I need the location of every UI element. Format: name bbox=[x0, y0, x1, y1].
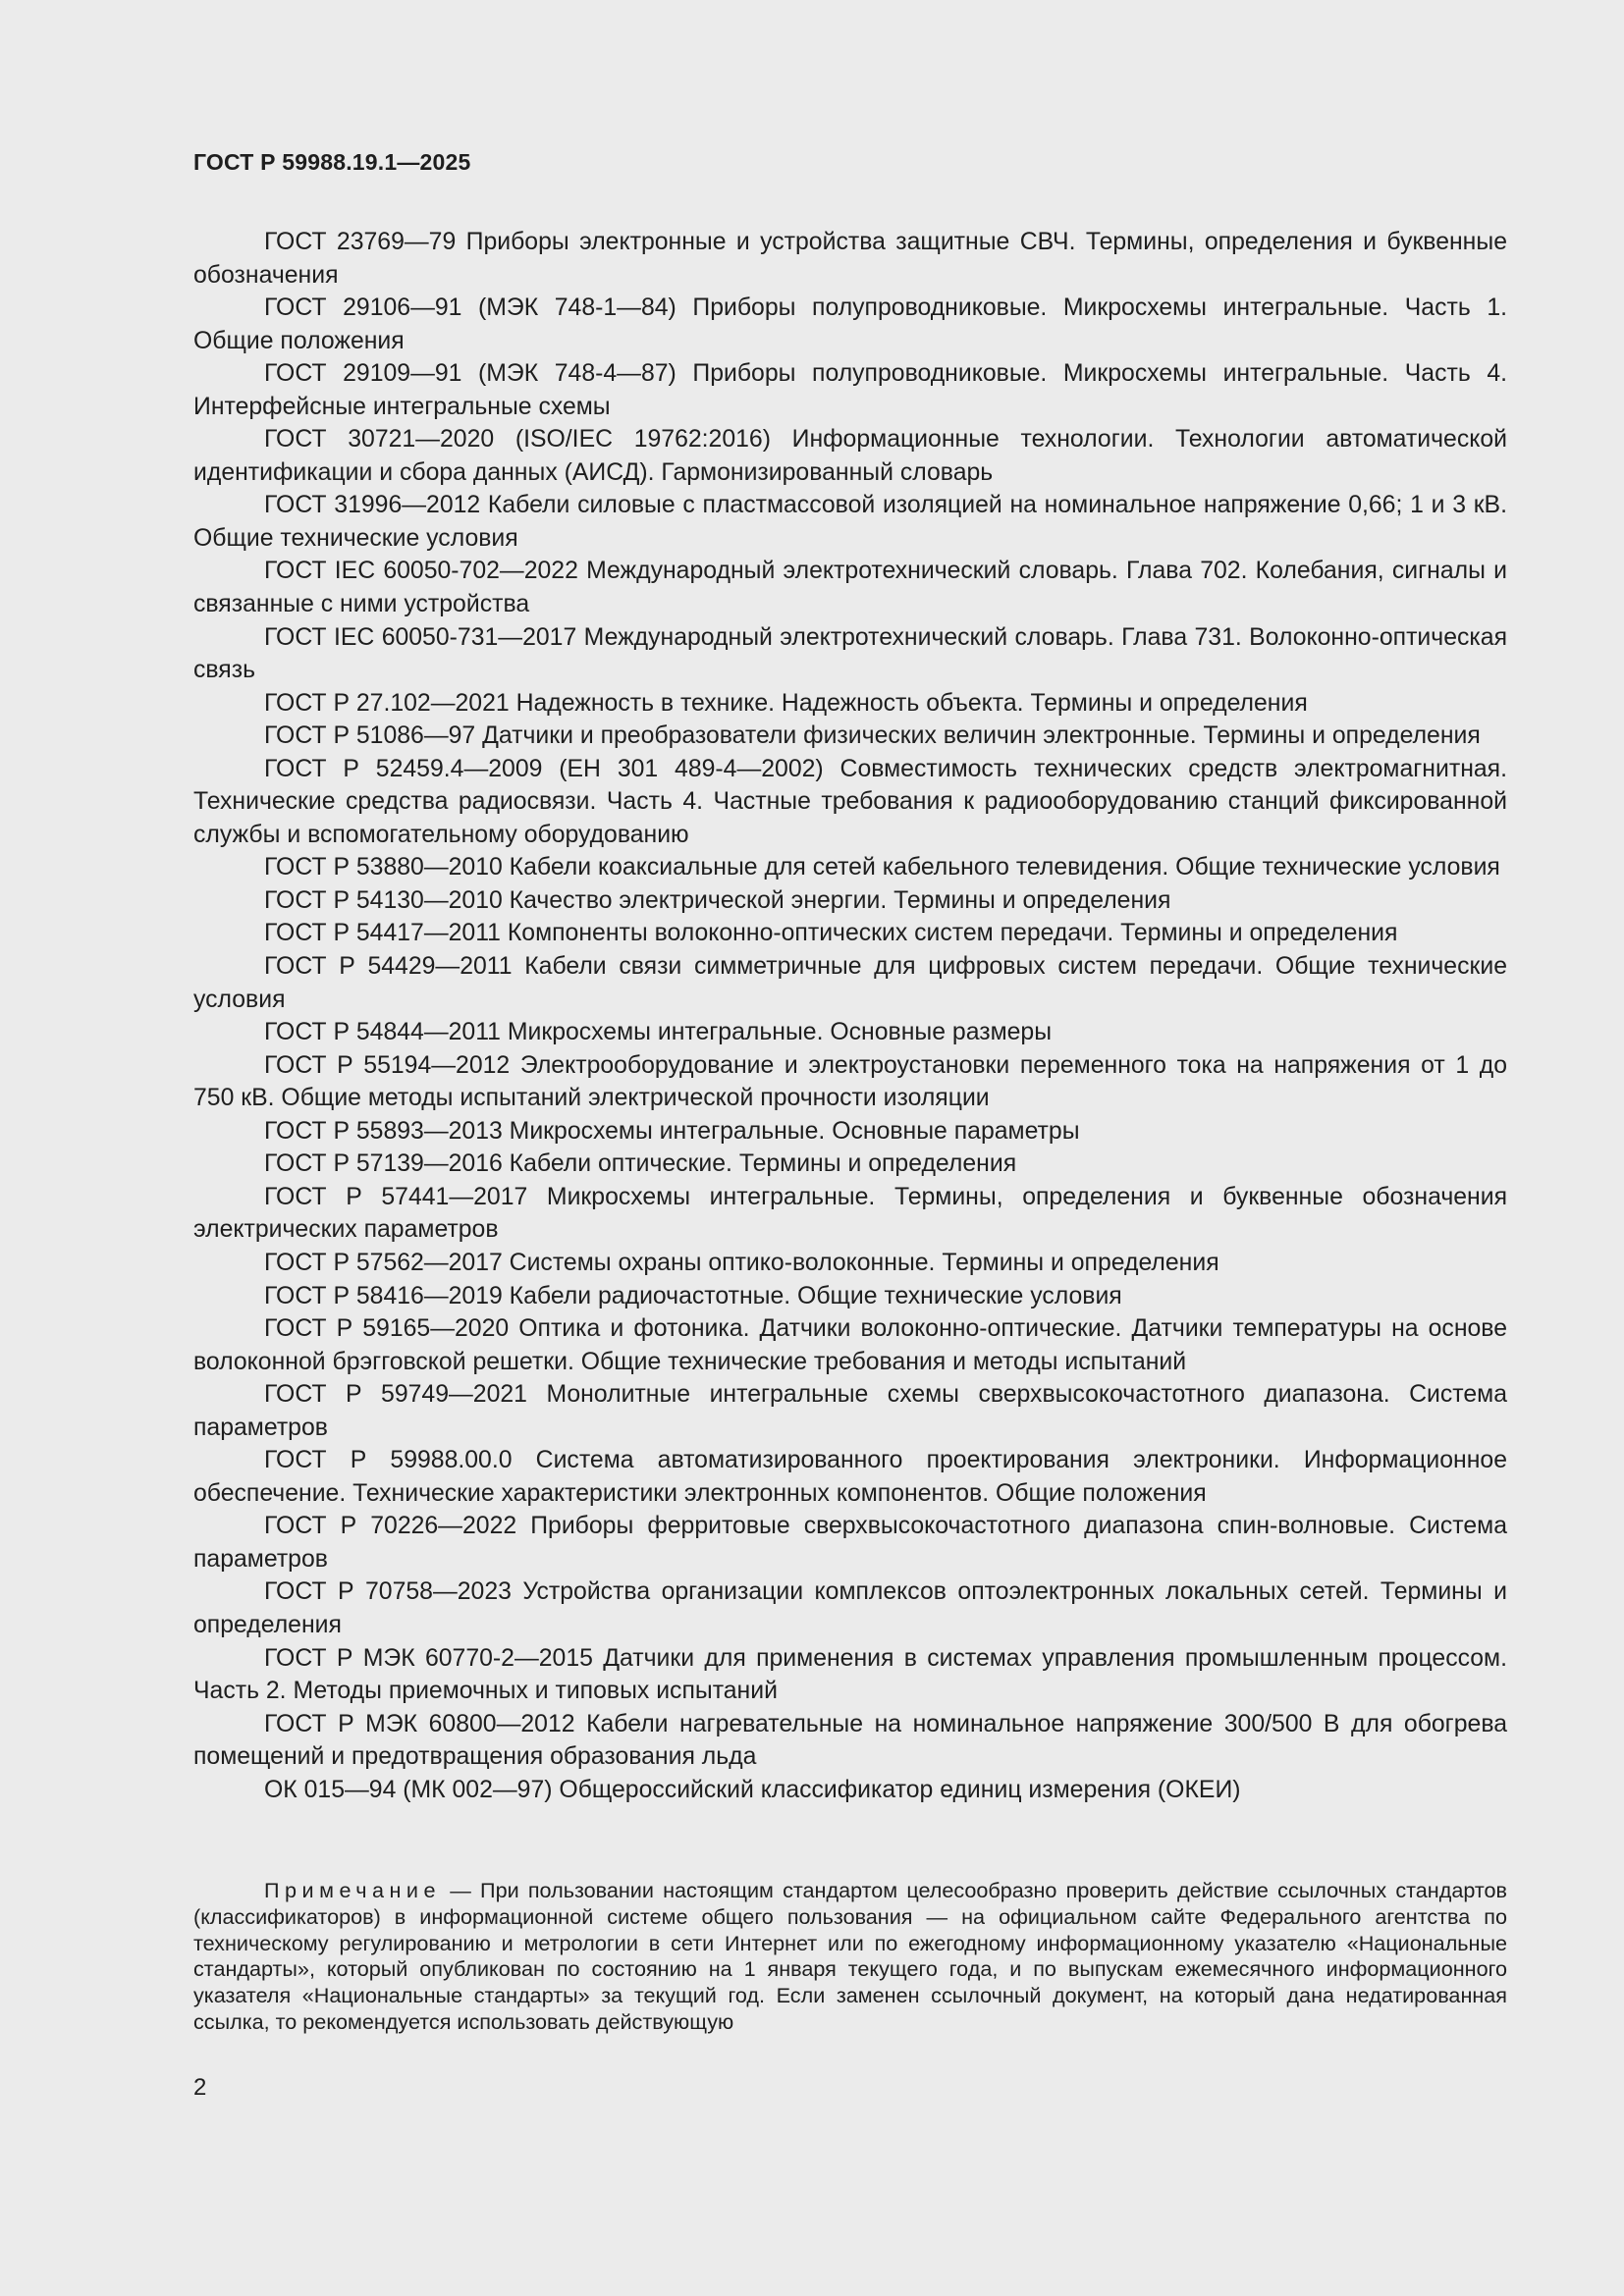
reference-item: ГОСТ Р 57441—2017 Микросхемы интегральные. Термины, определения и буквенные обозначения электрических параметров bbox=[193, 1183, 1507, 1244]
reference-item: ГОСТ 31996—2012 Кабели силовые с пластмассовой изоляцией на номинальное напряжение 0,66; 1 и 3 кВ. Общие технические условия bbox=[193, 492, 1507, 552]
reference-item: ГОСТ Р 54417—2011 Компоненты волоконно-оптических систем передачи. Термины и определения bbox=[264, 920, 1398, 947]
reference-item: ГОСТ Р 54130—2010 Качество электрической энергии. Термины и определения bbox=[264, 886, 1171, 914]
reference-item: ГОСТ Р 27.102—2021 Надежность в технике. Надежность объекта. Термины и определения bbox=[264, 689, 1308, 717]
reference-item: ГОСТ Р 59165—2020 Оптика и фотоника. Датчики волоконно-оптические. Датчики температуры на основе волоконной брэгговской решетки. Общие технические требования и методы испытаний bbox=[193, 1315, 1507, 1375]
reference-item: ГОСТ Р 57562—2017 Системы охраны оптико-волоконные. Термины и определения bbox=[264, 1249, 1219, 1276]
reference-item: ГОСТ Р 52459.4—2009 (ЕН 301 489-4—2002) Совместимость технических средств электромагнитная. Технические средства радиосвязи. Часть 4. Частные требования к радиооборудованию станций фиксированной службы и вспомогательному оборудованию bbox=[193, 755, 1507, 848]
reference-item: ГОСТ Р 51086—97 Датчики и преобразователи физических величин электронные. Термины и определения bbox=[264, 722, 1481, 750]
note-label: Примечание bbox=[264, 1878, 441, 1902]
reference-item: ГОСТ Р 54844—2011 Микросхемы интегральные. Основные размеры bbox=[264, 1019, 1053, 1046]
page-number: 2 bbox=[193, 2074, 207, 2101]
reference-item: ГОСТ 29106—91 (МЭК 748-1—84) Приборы полупроводниковые. Микросхемы интегральные. Часть 1. Общие положения bbox=[193, 294, 1507, 354]
reference-item: ОК 015—94 (МК 002—97) Общероссийский классификатор единиц измерения (ОКЕИ) bbox=[264, 1776, 1241, 1803]
reference-item: ГОСТ 30721—2020 (ISO/IEC 19762:2016) Информационные технологии. Технологии автоматической идентификации и сбора данных (АИСД). Гармонизированный словарь bbox=[193, 426, 1507, 486]
reference-item: ГОСТ Р 55194—2012 Электрооборудование и электроустановки переменного тока на напряжения от 1 до 750 кВ. Общие методы испытаний электрической прочности изоляции bbox=[193, 1051, 1507, 1112]
reference-item: ГОСТ Р 57139—2016 Кабели оптические. Термины и определения bbox=[264, 1150, 1017, 1178]
note-dash: — bbox=[441, 1878, 481, 1902]
reference-item: ГОСТ IEC 60050-731—2017 Международный электротехнический словарь. Глава 731. Волоконно-оптическая связь bbox=[193, 623, 1507, 684]
reference-item: ГОСТ 23769—79 Приборы электронные и устройства защитные СВЧ. Термины, определения и буквенные обозначения bbox=[193, 229, 1507, 289]
reference-item: ГОСТ Р МЭК 60800—2012 Кабели нагревательные на номинальное напряжение 300/500 В для обогрева помещений и предотвращения образования льда bbox=[193, 1710, 1507, 1771]
reference-item: ГОСТ Р 53880—2010 Кабели коаксиальные для сетей кабельного телевидения. Общие технические условия bbox=[264, 854, 1500, 881]
reference-item: ГОСТ 29109—91 (МЭК 748-4—87) Приборы полупроводниковые. Микросхемы интегральные. Часть 4. Интерфейсные интегральные схемы bbox=[193, 360, 1507, 420]
note-text: При пользовании настоящим стандартом целесообразно проверить действие ссылочных стандартов (классификаторов) в информационной системе общего пользования — на официальном сайте Федерального агентства по техническому регулированию и метрологии в сети Интернет или по ежегодному информационному указателю «Национальные стандарты», который опубликован по состоянию на 1 января текущего года, и по выпускам ежемесячного информационного указателя «Национальные стандарты» за текущий год. Если заменен ссылочный документ, на который дана недатированная ссылка, то рекомендуется использовать действующую bbox=[193, 1878, 1508, 2034]
reference-item: ГОСТ Р 70226—2022 Приборы ферритовые сверхвысокочастотного диапазона спин-волновые. Система параметров bbox=[193, 1513, 1507, 1573]
reference-item: ГОСТ Р 54429—2011 Кабели связи симметричные для цифровых систем передачи. Общие технические условия bbox=[193, 953, 1507, 1013]
normative-references-list bbox=[193, 226, 1507, 1806]
document-header: ГОСТ Р 59988.19.1—2025 bbox=[193, 149, 471, 175]
reference-item: ГОСТ Р МЭК 60770-2—2015 Датчики для применения в системах управления промышленным процессом. Часть 2. Методы приемочных и типовых испытаний bbox=[193, 1644, 1507, 1705]
reference-item: ГОСТ Р 55893—2013 Микросхемы интегральные. Основные параметры bbox=[264, 1117, 1080, 1145]
reference-item: ГОСТ Р 59988.00.0 Система автоматизированного проектирования электроники. Информационное обеспечение. Технические характеристики электронных компонентов. Общие положения bbox=[193, 1447, 1507, 1507]
note-paragraph bbox=[193, 1878, 1507, 2036]
reference-item: ГОСТ IEC 60050-702—2022 Международный электротехнический словарь. Глава 702. Колебания, сигналы и связанные с ними устройства bbox=[193, 558, 1507, 618]
reference-item: ГОСТ Р 58416—2019 Кабели радиочастотные. Общие технические условия bbox=[264, 1282, 1122, 1309]
reference-item: ГОСТ Р 70758—2023 Устройства организации комплексов оптоэлектронных локальных сетей. Термины и определения bbox=[193, 1578, 1507, 1638]
reference-item: ГОСТ Р 59749—2021 Монолитные интегральные схемы сверхвысокочастотного диапазона. Система параметров bbox=[193, 1381, 1507, 1441]
